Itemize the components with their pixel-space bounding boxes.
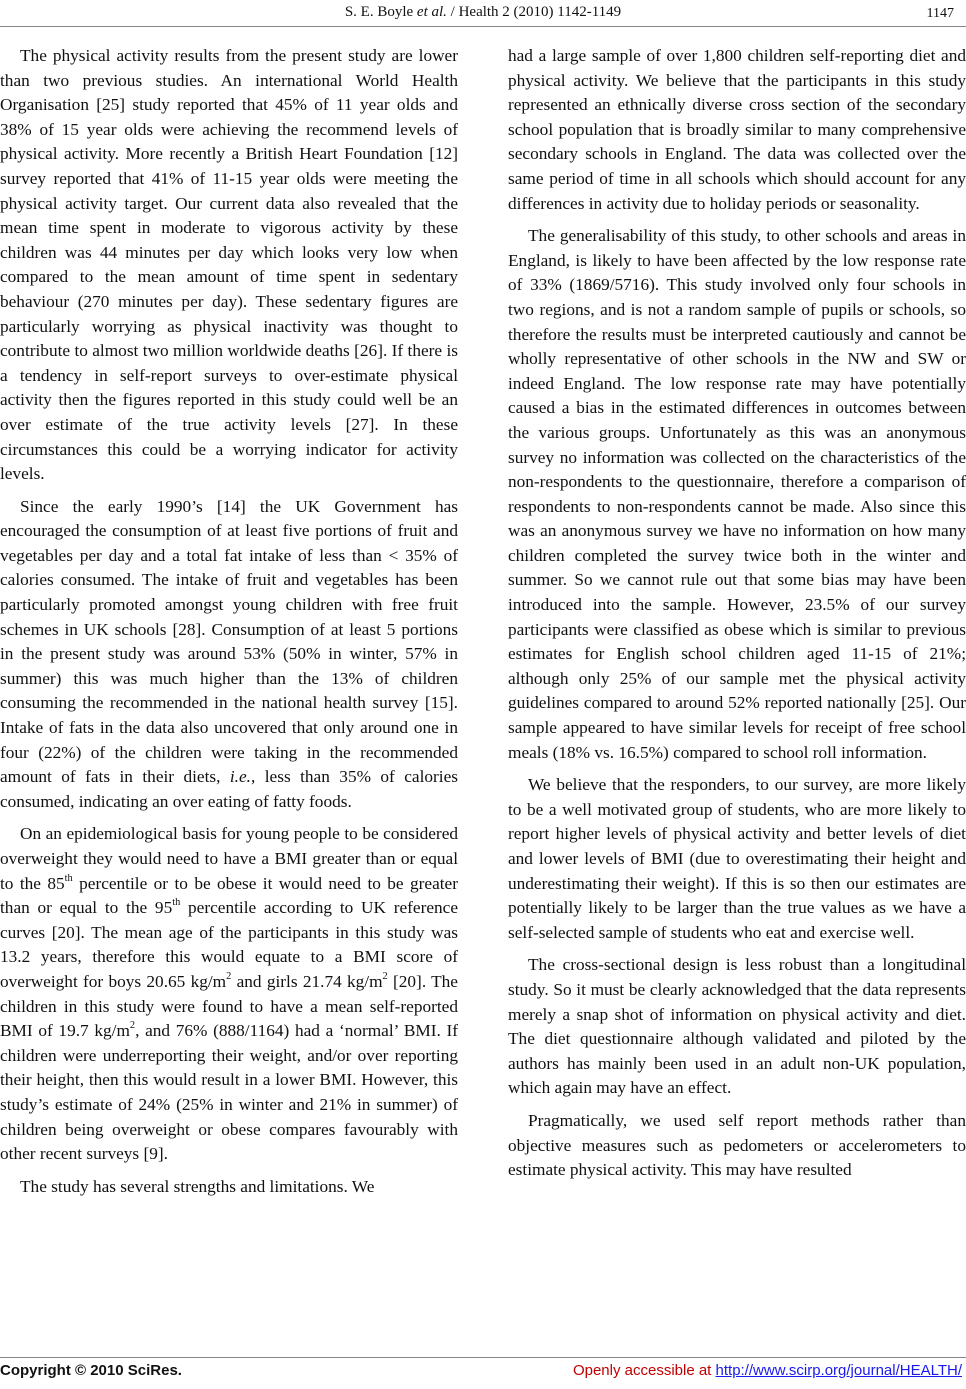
footer-divider xyxy=(0,1357,966,1358)
text-run: On an epidemiological basis for young people to be considered overweight they would need to have a BMI greater than or equal to the 85 xyxy=(0,824,458,893)
header-journal: / Health 2 (2010) 1142-1149 xyxy=(450,4,622,20)
page-number: 1147 xyxy=(926,6,954,21)
text-run: , and 76% (888/1164) had a ‘normal’ BMI. If children were underreporting their weight, and/or over reporting their height, then this would result in a lower BMI. However, this study’s estimate of 24% (25% in winter and 21% in summer) of children being overweight or obese compares favourably with other recent surveys [9]. xyxy=(0,1021,458,1164)
running-title xyxy=(0,4,966,21)
open-access-label: Openly accessible at xyxy=(572,1362,716,1379)
superscript: 2 xyxy=(226,971,232,983)
header-authors: S. E. Boyle xyxy=(344,4,414,20)
left-column xyxy=(0,44,458,1207)
paragraph-cross-sectional: The cross-sectional design is less robust than a longitudinal study. So it must be clearly acknowledged that the data represents merely a snap shot of information on physical activity and diet. The diet questionnaire although validated and piloted by the authors has mainly been used in an adult non-UK population, which again may have an effect. xyxy=(508,955,966,1098)
superscript: th xyxy=(64,872,73,884)
text-run: percentile or to be obese it would need to be greater than or equal to the 95 xyxy=(0,873,458,918)
text-run: and girls 21.74 kg/m xyxy=(231,971,383,991)
text-run: Since the early 1990’s [14] the UK Government has encouraged the consumption of at least five portions of fruit and vegetables per day and a total fat intake of less than < 35% of calories consumed. The intake of fruit and vegetables has been particularly promoted amongst young children with free fruit schemes in UK schools [28]. Consumption of at least 5 portions in the present study was around 53% (50% in winter, 57% in summer) this was much higher than the 13% of children consuming the recommended in the national health survey [15]. Intake of fats in the data also uncovered that only around one in four (22%) of the children were taking in the recommended amount of fats in their diets, xyxy=(0,496,458,787)
text-run-italic: i.e. xyxy=(229,767,251,787)
paragraph-strengths-limitations: The study has several strengths and limitations. We xyxy=(20,1176,375,1196)
header-divider xyxy=(0,26,966,27)
right-column xyxy=(508,44,966,1191)
paragraph-bmi xyxy=(0,822,458,1166)
superscript: 2 xyxy=(382,971,388,983)
paragraph-self-report: Pragmatically, we used self report methods rather than objective measures such as pedometers or accelerometers to estimate physical activity. This may have resulted xyxy=(508,1110,966,1180)
paragraph-physical-activity: The physical activity results from the present study are lower than two previous studies. An international World Health Organisation [25] study reported that 45% of 11 year olds and 38% of 15 year olds were achieving the recommend levels of physical activity. More recently a British Heart Foundation [12] survey reported that 41% of 11-15 year olds were meeting the physical activity target. Our current data also revealed that the mean time spent in moderate to vigorous activity by these children was 44 minutes per day which looks very low when compared to the mean amount of time spent in sedentary behaviour (270 minutes per day). These sedentary figures are particularly worrying as physical inactivity was thought to contribute to almost two million worldwide deaths [26]. If there is a tendency in self-report surveys to over-estimate physical activity then the figures reported in this study could well be an over estimate of the true activity levels [27]. In these circumstances this could be a worrying indicator for activity levels. xyxy=(0,46,458,484)
superscript: th xyxy=(172,897,181,909)
text-run: percentile according to UK reference curves [20]. The mean age of the participants in this study was 13.2 years, therefore this would equate to a BMI score of overweight for boys 20.65 kg/m xyxy=(0,898,458,991)
copyright-notice: Copyright © 2010 SciRes. xyxy=(0,1362,182,1379)
running-header xyxy=(0,4,966,28)
superscript: 2 xyxy=(129,1020,136,1032)
paragraph-responders: We believe that the responders, to our survey, are more likely to be a well motivated group of students, who are more likely to report higher levels of physical activity and better levels of diet and lower levels of BMI (due to overestimating their height and underestimating their weight). If this is so then our estimates are potentially likely to be larger than the true values as we have a self-selected sample of students who eat and exercise well. xyxy=(508,775,966,942)
paragraph-generalisability: The generalisability of this study, to other schools and areas in England, is likely to have been affected by the low response rate of 33% (1869/5716). This study involved only four schools in two regions, and is not a random sample of pupils or schools, so therefore the results must be interpreted cautiously and cannot be wholly representative of other schools in the NW and SW or indeed England. The low response rate may have potentially caused a bias in the estimated differences in outcomes between the various groups. Unfortunately as this was an anonymous survey no information was collected on the characteristics of the non-respondents to the questionnaire, therefore a comparison of respondents to non-respondents cannot be made. Also since this was an anonymous survey we have no information on how many children completed the survey twice both in the winter and summer. So we cannot rule out that some bias may have been introduced into the sample. However, 23.5% of our survey participants were classified as obese which is similar to previous estimates for English school children aged 11-15 of 21%; although only 25% of our sample met the physical activity guidelines compared to around 52% reported nationally [25]. Our sample appeared to have similar levels for receipt of free school meals (18% vs. 16.5%) compared to school roll information. xyxy=(508,226,966,762)
text-run: [20]. The children in this study were found to have a mean self-reported BMI of 19.7 kg/m xyxy=(0,971,458,1041)
text-run: , less than 35% of calories consumed, indicating an over eating of fatty foods. xyxy=(0,767,458,811)
page-footer xyxy=(0,1362,966,1386)
header-et-al: et al. xyxy=(416,4,447,20)
journal-url-link[interactable]: http://www.scirp.org/journal/HEALTH/ xyxy=(715,1362,962,1379)
paragraph-sample-continued: had a large sample of over 1,800 children self-reporting diet and physical activity. We believe that the participants in this study represented an ethnically diverse cross section of the secondary school population that is broadly similar to many comprehensive secondary schools in England. The data was collected over the same period of time in all schools which should account for any differences in activity due to holiday periods or seasonality. xyxy=(508,46,966,213)
open-access-notice xyxy=(573,1362,962,1379)
paragraph-fruit-vegetables xyxy=(0,495,458,815)
